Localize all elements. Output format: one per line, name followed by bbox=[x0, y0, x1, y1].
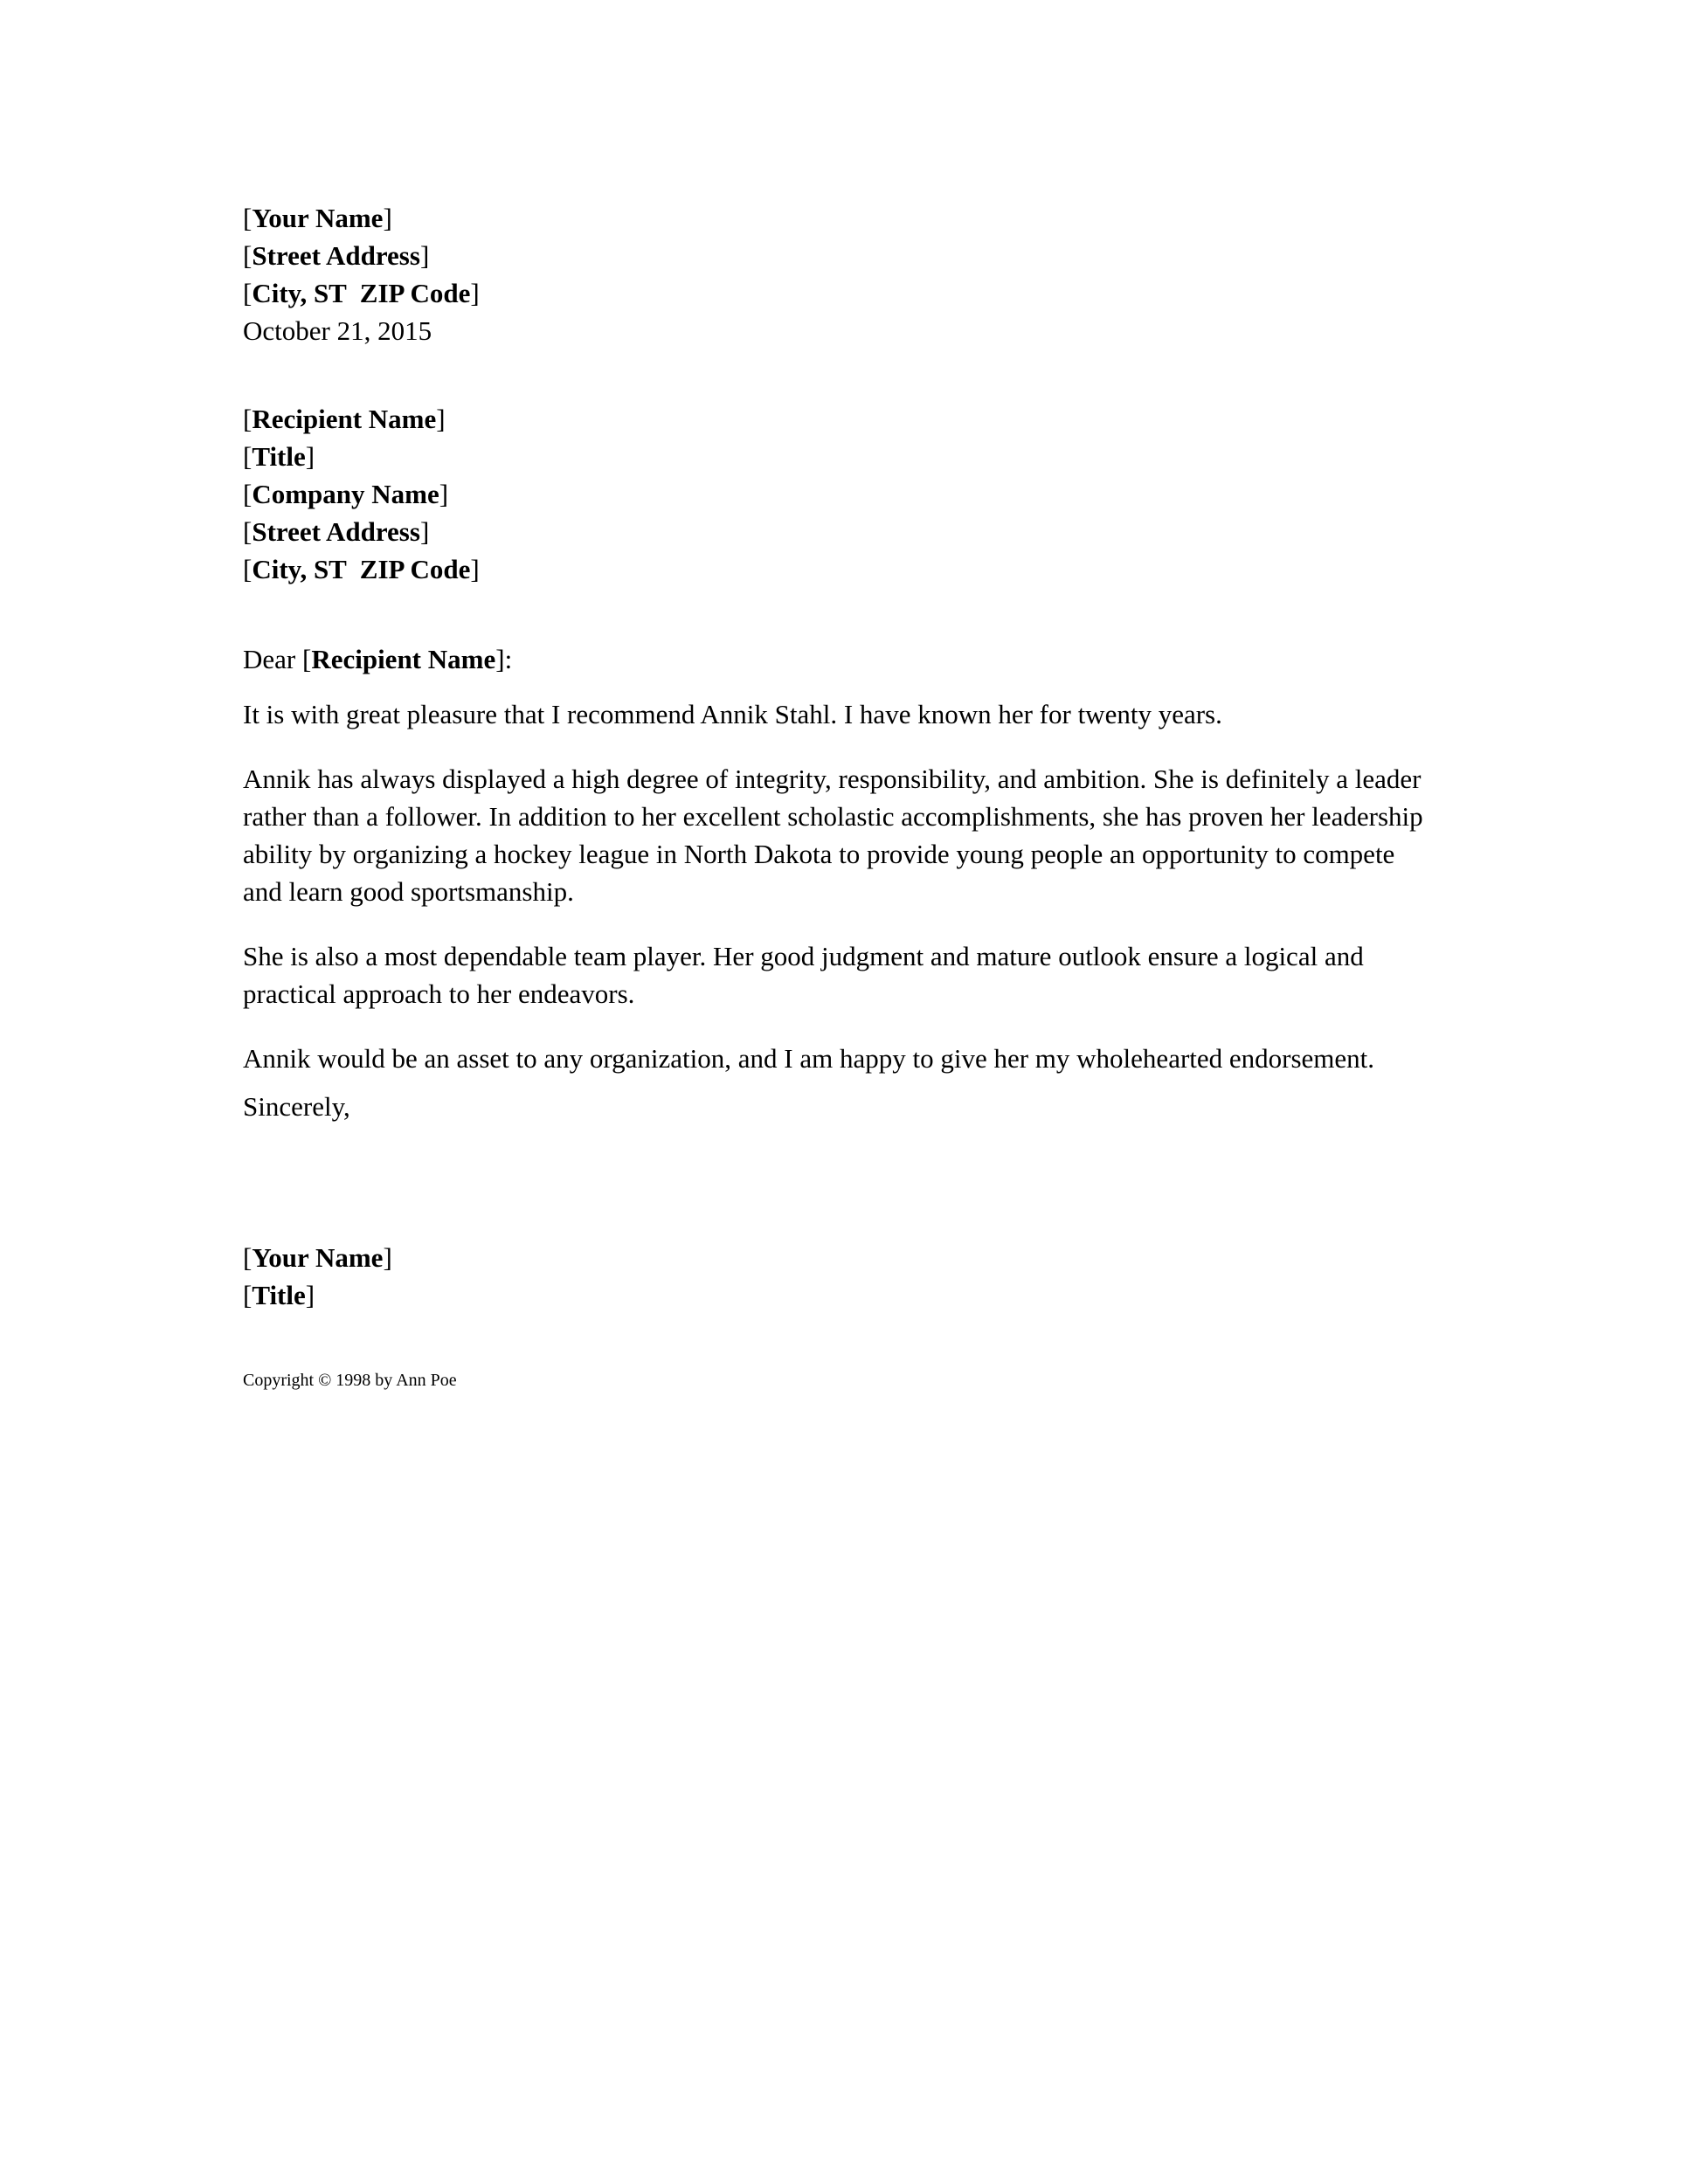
bracket-close: ] bbox=[383, 1242, 392, 1273]
spacer-after-recipient bbox=[243, 588, 1428, 640]
signature-title-line bbox=[243, 1276, 1428, 1314]
body-paragraph: Annik has always displayed a high degree of integrity, responsibility, and ambition. She is definitely a leader rather than a follower. In addition to her excellent scholastic accomplishments, she has proven her leadership ability by organizing a hockey league in North Dakota to provide young people an opportunity to compete and learn good sportsmanship. bbox=[243, 764, 1423, 907]
bracket-open: [ bbox=[243, 516, 253, 547]
bracket-open: [ bbox=[243, 1242, 253, 1273]
spacer-after-salutation bbox=[243, 678, 1428, 695]
recipient-title-line bbox=[243, 438, 1428, 475]
recipient-company-line bbox=[243, 475, 1428, 513]
body-paragraph: She is also a most dependable team player. Her good judgment and mature outlook ensure a logical and practical approach to her endeavors. bbox=[243, 941, 1364, 1009]
recipient-city-placeholder: City, ST ZIP Code bbox=[252, 554, 471, 584]
bracket-open: [ bbox=[243, 404, 253, 434]
bracket-open: [ bbox=[243, 203, 253, 233]
recipient-street-placeholder: Street Address bbox=[252, 516, 420, 547]
bracket-open: [ bbox=[243, 441, 253, 472]
body-paragraph: It is with great pleasure that I recommend Annik Stahl. I have known her for twenty years. bbox=[243, 699, 1222, 729]
bracket-close: ] bbox=[436, 404, 446, 434]
bracket-open: [ bbox=[243, 1280, 253, 1310]
body-paragraph: Annik would be an asset to any organization, and I am happy to give her my wholehearted endorsement. bbox=[243, 1043, 1375, 1074]
bracket-close: ] bbox=[470, 278, 480, 308]
bracket-open: [ bbox=[301, 644, 312, 674]
bracket-open: [ bbox=[243, 479, 253, 509]
salutation-suffix: : bbox=[504, 644, 513, 674]
bracket-open: [ bbox=[243, 554, 253, 584]
copyright-notice: Copyright © 1998 by Ann Poe bbox=[243, 1371, 457, 1390]
bracket-open: [ bbox=[243, 240, 253, 271]
bracket-open: [ bbox=[243, 278, 253, 308]
recipient-company-placeholder: Company Name bbox=[252, 479, 439, 509]
sender-address-block bbox=[243, 199, 1428, 349]
recipient-title-placeholder: Title bbox=[252, 441, 306, 472]
bracket-close: ] bbox=[305, 1280, 315, 1310]
salutation-prefix: Dear bbox=[243, 644, 302, 674]
bracket-close: ] bbox=[305, 441, 315, 472]
signature-name-placeholder: Your Name bbox=[252, 1242, 384, 1273]
sender-name-placeholder: Your Name bbox=[252, 203, 384, 233]
sender-name-line bbox=[243, 199, 1428, 237]
sender-city-placeholder: City, ST ZIP Code bbox=[252, 278, 471, 308]
signature-space bbox=[243, 1125, 1428, 1239]
signature-title-placeholder: Title bbox=[252, 1280, 306, 1310]
signature-name-line bbox=[243, 1239, 1428, 1276]
spacer-after-sender bbox=[243, 349, 1428, 400]
recipient-name-placeholder: Recipient Name bbox=[252, 404, 437, 434]
bracket-close: ] bbox=[470, 554, 480, 584]
bracket-close: ] bbox=[495, 644, 505, 674]
recipient-name-line bbox=[243, 400, 1428, 438]
bracket-close: ] bbox=[419, 240, 430, 271]
signature-block bbox=[243, 1239, 1428, 1314]
bracket-close: ] bbox=[419, 516, 430, 547]
letter-content bbox=[243, 199, 1428, 1393]
salutation-recipient-placeholder: Recipient Name bbox=[311, 644, 496, 674]
salutation-line bbox=[243, 640, 1428, 678]
recipient-address-block bbox=[243, 400, 1428, 588]
recipient-city-line bbox=[243, 550, 1428, 588]
sender-street-placeholder: Street Address bbox=[252, 240, 420, 271]
bracket-close: ] bbox=[439, 479, 449, 509]
recipient-street-line bbox=[243, 513, 1428, 550]
closing-line: Sincerely, bbox=[243, 1091, 350, 1122]
letter-date: October 21, 2015 bbox=[243, 315, 432, 346]
sender-city-line bbox=[243, 274, 1428, 312]
sender-street-line bbox=[243, 237, 1428, 274]
bracket-close: ] bbox=[383, 203, 392, 233]
